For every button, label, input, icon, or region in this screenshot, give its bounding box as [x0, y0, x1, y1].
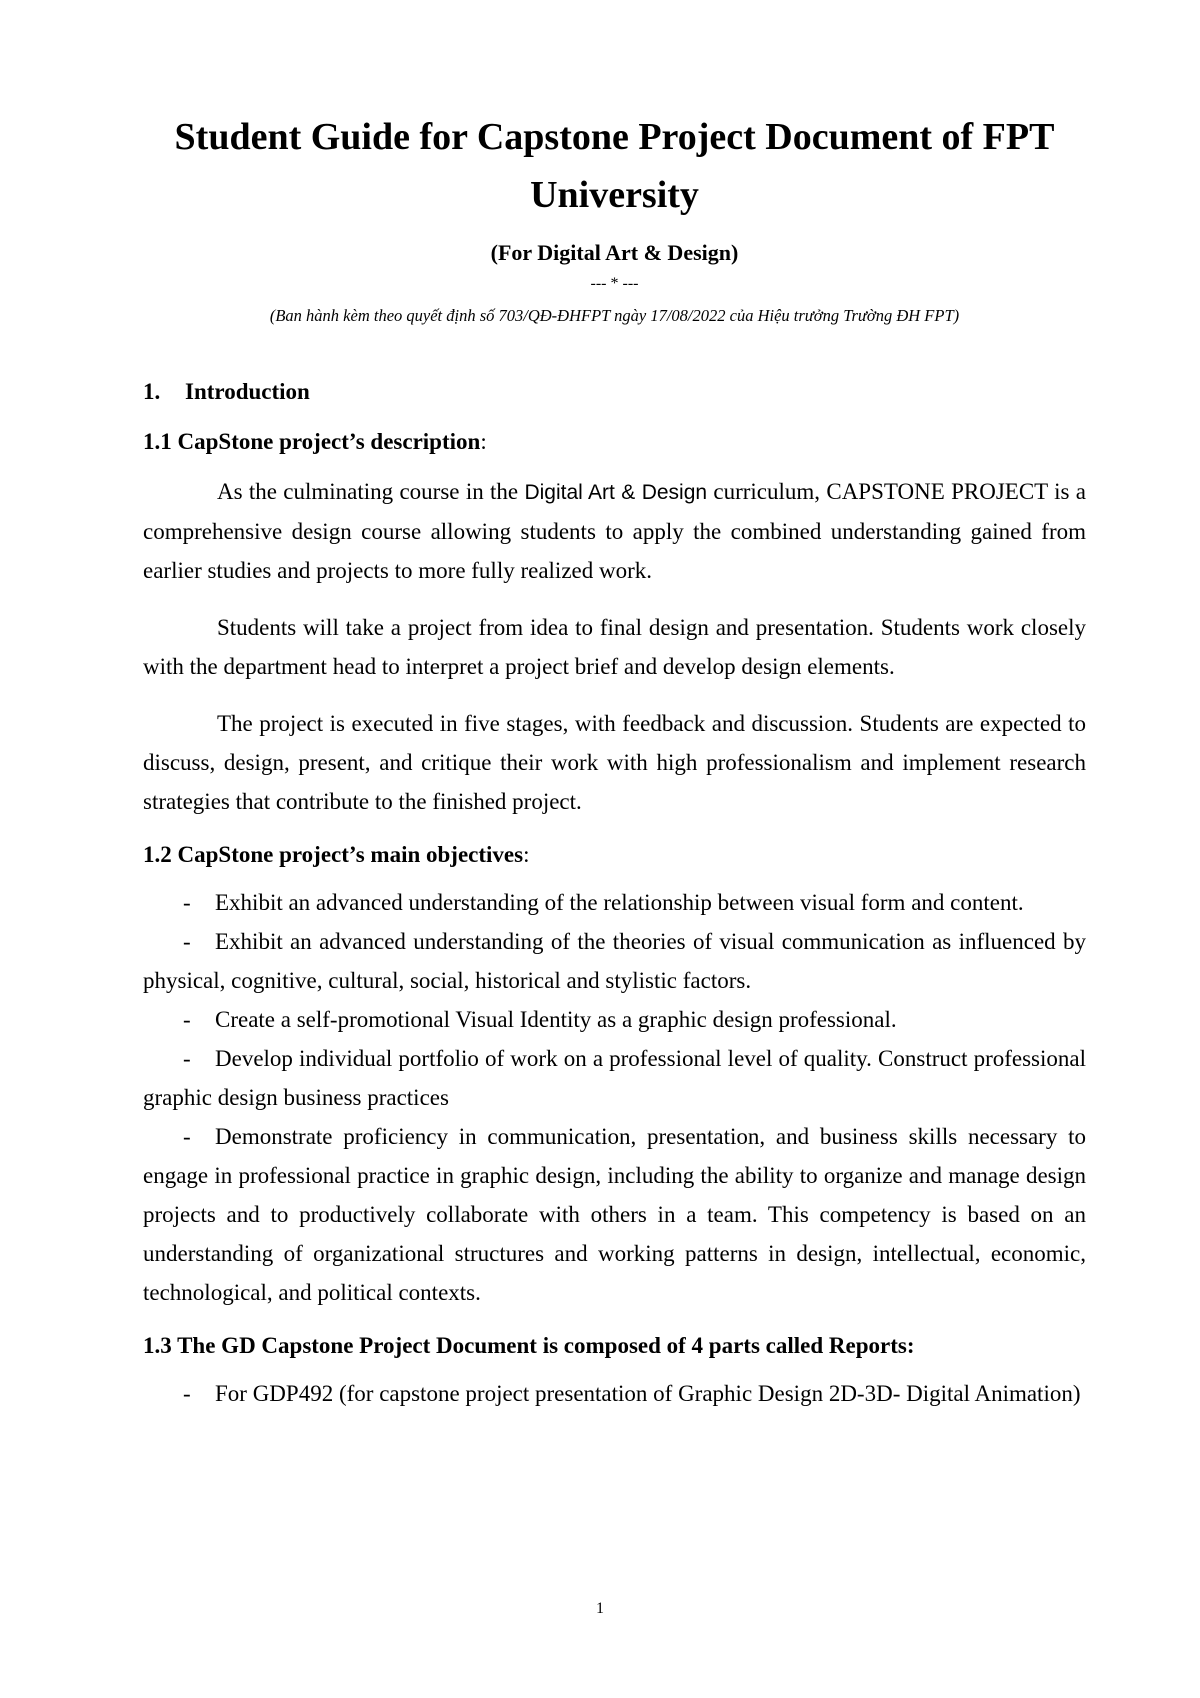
list-item — [143, 883, 1086, 922]
document-subtitle: (For Digital Art & Design) — [490, 240, 739, 265]
section-1-title: Introduction — [185, 379, 310, 404]
document-title: Student Guide for Capstone Project Document of FPT University — [174, 116, 1055, 216]
bullet-dash: - — [183, 929, 191, 954]
page-number: 1 — [596, 1600, 604, 1617]
p1-end: curriculum, CAPSTONE PROJECT is a comprehensive design course allowing students to apply the combined understanding gained from earlier studies and projects to more fully realized work. — [143, 479, 1087, 583]
section-1-2-colon: : — [523, 842, 530, 867]
reports-list — [143, 1374, 1086, 1413]
p1-highlight: Digital Art & Design — [524, 481, 708, 504]
section-1-heading — [143, 376, 1086, 408]
list-item-text: Develop individual portfolio of work on a professional level of quality. Construct professional graphic design business practices — [143, 1046, 1086, 1110]
decree-note: (Ban hành kèm theo quyết định số 703/QĐ-ĐHFPT ngày 17/08/2022 của Hiệu trưởng Trường ĐH FPT) — [269, 306, 960, 325]
page-content — [143, 108, 1086, 1413]
description-paragraph-1 — [143, 472, 1086, 590]
p1-start: As the culminating course in the — [217, 479, 525, 504]
objectives-list — [143, 883, 1086, 1312]
list-item-text: Exhibit an advanced understanding of the theories of visual communication as influenced by physical, cognitive, cultural, social, historical and stylistic factors. — [143, 929, 1086, 993]
list-item — [143, 1374, 1086, 1413]
section-1-1-colon: : — [480, 429, 487, 454]
list-item-text: For GDP492 (for capstone project presentation of Graphic Design 2D-3D- Digital Animation) — [215, 1381, 1081, 1406]
list-item-text: Create a self-promotional Visual Identity as a graphic design professional. — [215, 1007, 897, 1032]
description-paragraph-2: Students will take a project from idea to final design and presentation. Students work closely with the department head to interpret a project brief and develop design elements. — [143, 615, 1086, 679]
list-item-text: Demonstrate proficiency in communication, presentation, and business skills necessary to engage in professional practice in graphic design, including the ability to organize and manage design projects and to productively collaborate with others in a team. This competency is based on an understanding of organizational structures and working patterns in design, intellectual, economic, technological, and political contexts. — [143, 1124, 1086, 1305]
section-1-2-title: 1.2 CapStone project’s main objectives — [143, 842, 524, 867]
bullet-dash: - — [183, 1381, 191, 1406]
section-1-1-heading — [143, 426, 1086, 458]
title-separator: --- * --- — [590, 275, 639, 292]
bullet-dash: - — [183, 1124, 191, 1149]
description-paragraph-3: The project is executed in five stages, with feedback and discussion. Students are expected to discuss, design, present, and critique their work with high professionalism and implement research strategies that contribute to the finished project. — [143, 711, 1086, 814]
list-item-text: Exhibit an advanced understanding of the relationship between visual form and content. — [215, 890, 1024, 915]
list-item — [143, 1039, 1086, 1117]
section-1-number: 1. — [143, 379, 161, 404]
bullet-dash: - — [183, 1046, 191, 1071]
list-item — [143, 1000, 1086, 1039]
bullet-dash: - — [183, 1007, 191, 1032]
section-1-1-title: 1.1 CapStone project’s description — [143, 429, 481, 454]
bullet-dash: - — [183, 890, 191, 915]
section-1-2-heading — [143, 839, 1086, 871]
section-1-3-heading: 1.3 The GD Capstone Project Document is composed of 4 parts called Reports: — [143, 1333, 915, 1358]
list-item — [143, 922, 1086, 1000]
list-item — [143, 1117, 1086, 1312]
